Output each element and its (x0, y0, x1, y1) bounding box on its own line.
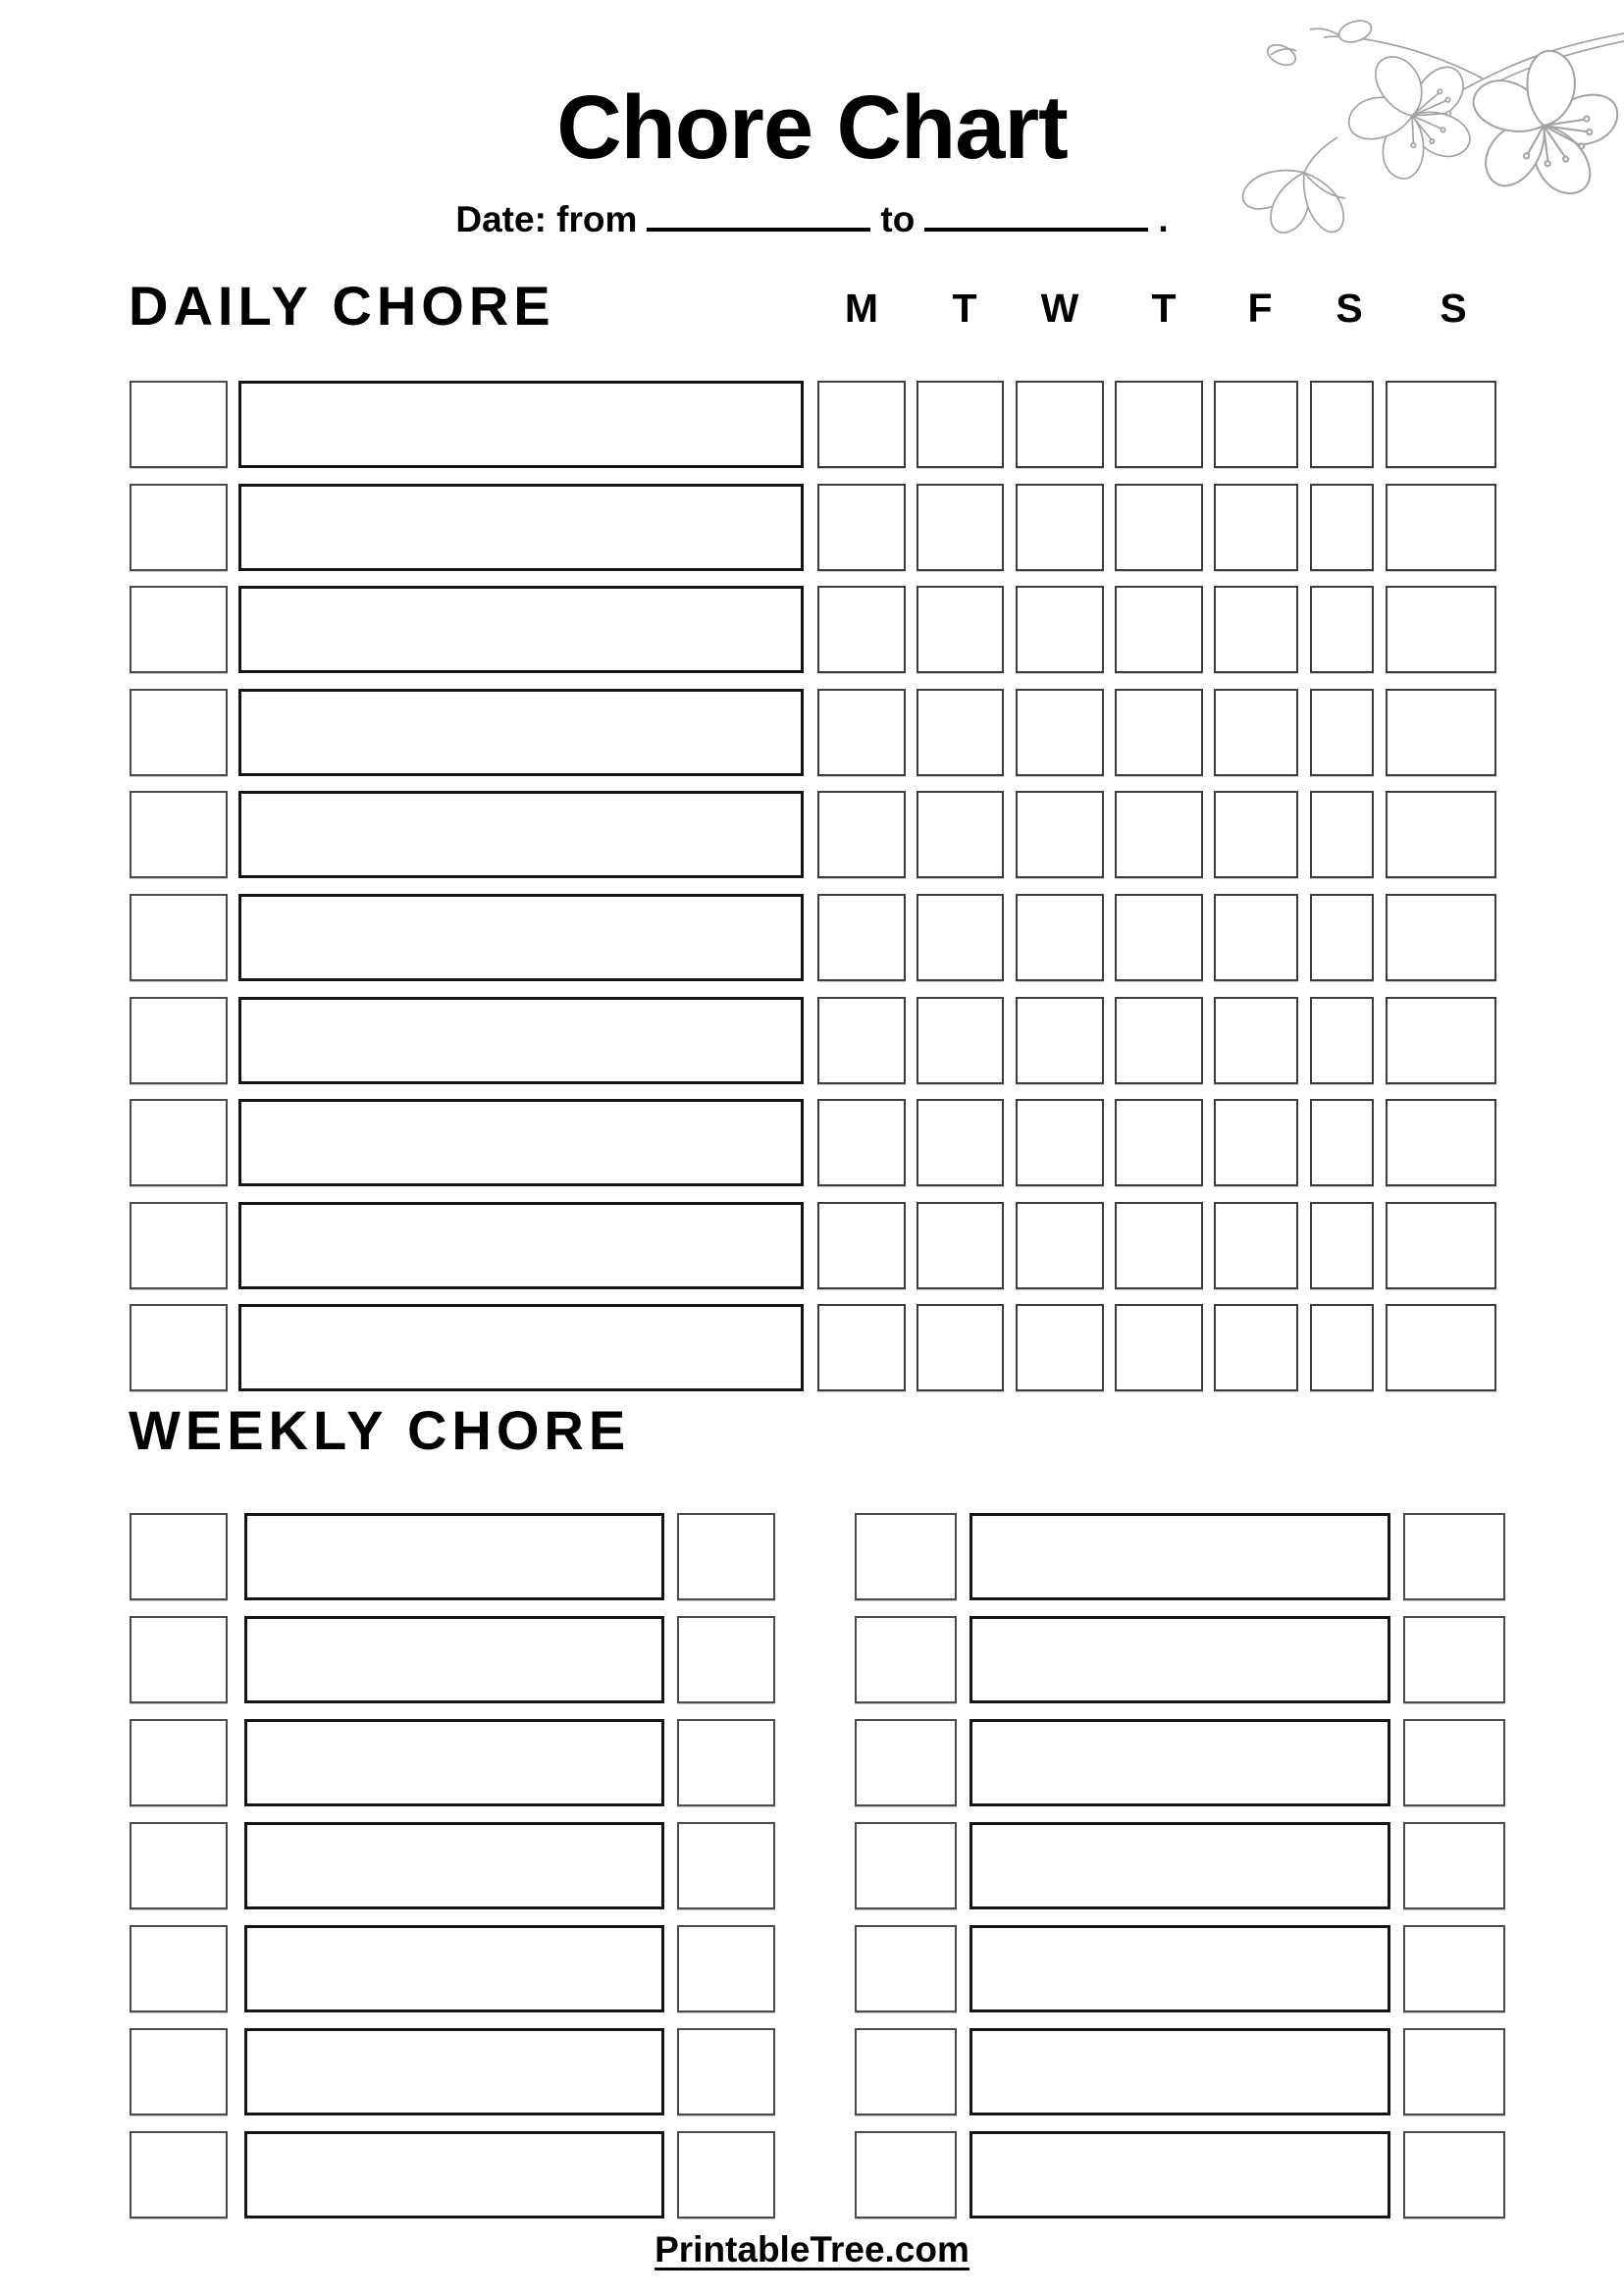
weekly-left-done-checkbox[interactable] (677, 1616, 775, 1703)
day-checkbox-w-2[interactable] (1016, 689, 1104, 776)
weekly-right-done-checkbox[interactable] (1403, 1925, 1505, 2012)
day-checkbox-t-1[interactable] (917, 894, 1004, 981)
daily-chore-heading: DAILY CHORE (129, 275, 555, 337)
day-checkbox-m-0[interactable] (817, 381, 906, 468)
day-checkbox-f-4[interactable] (1214, 1202, 1298, 1289)
weekly-right-chore-input[interactable] (969, 1822, 1390, 1909)
day-checkbox-s-5[interactable] (1310, 997, 1374, 1084)
day-checkbox-s-6[interactable] (1386, 997, 1496, 1084)
day-checkbox-s-6[interactable] (1386, 791, 1496, 878)
weekly-left-done-checkbox[interactable] (677, 1513, 775, 1600)
day-checkbox-s-6[interactable] (1386, 1202, 1496, 1289)
day-checkbox-f-4[interactable] (1214, 997, 1298, 1084)
day-checkbox-m-0[interactable] (817, 791, 906, 878)
daily-chore-input[interactable] (238, 1202, 804, 1289)
day-checkbox-s-5[interactable] (1310, 689, 1374, 776)
day-checkbox-t-1[interactable] (917, 997, 1004, 1084)
day-checkbox-t-3[interactable] (1115, 689, 1203, 776)
weekly-right-done-checkbox[interactable] (1403, 1719, 1505, 1806)
weekly-left-done-checkbox[interactable] (677, 2131, 775, 2218)
day-checkbox-s-6[interactable] (1386, 586, 1496, 673)
day-checkbox-s-5[interactable] (1310, 894, 1374, 981)
day-letter-1: T (952, 286, 977, 331)
day-letter-6: S (1440, 286, 1467, 331)
day-checkbox-m-0[interactable] (817, 1202, 906, 1289)
day-checkbox-t-1[interactable] (917, 1202, 1004, 1289)
daily-chore-input[interactable] (238, 586, 804, 673)
day-checkbox-f-4[interactable] (1214, 689, 1298, 776)
day-checkbox-f-4[interactable] (1214, 586, 1298, 673)
daily-chore-input[interactable] (238, 1304, 804, 1391)
daily-done-checkbox[interactable] (130, 689, 228, 776)
weekly-left-chore-input[interactable] (244, 2131, 664, 2218)
daily-chore-input[interactable] (238, 1099, 804, 1186)
day-checkbox-t-3[interactable] (1115, 484, 1203, 571)
day-checkbox-w-2[interactable] (1016, 894, 1104, 981)
day-checkbox-t-1[interactable] (917, 484, 1004, 571)
day-checkbox-w-2[interactable] (1016, 997, 1104, 1084)
day-checkbox-f-4[interactable] (1214, 894, 1298, 981)
day-checkbox-s-6[interactable] (1386, 689, 1496, 776)
day-letter-5: S (1336, 286, 1363, 331)
weekly-left-chore-input[interactable] (244, 2028, 664, 2115)
day-checkbox-t-1[interactable] (917, 791, 1004, 878)
weekly-right-chore-input[interactable] (969, 2028, 1390, 2115)
daily-done-checkbox[interactable] (130, 484, 228, 571)
day-checkbox-t-1[interactable] (917, 381, 1004, 468)
weekly-right-done-checkbox[interactable] (1403, 2028, 1505, 2115)
date-prefix-label: Date: from (455, 199, 638, 239)
day-checkbox-m-0[interactable] (817, 1304, 906, 1391)
weekly-left-done-checkbox[interactable] (677, 1719, 775, 1806)
weekly-left-chore-input[interactable] (244, 1719, 664, 1806)
weekly-left-chore-input[interactable] (244, 1616, 664, 1703)
day-letter-2: W (1040, 286, 1079, 331)
weekly-right-checkbox[interactable] (855, 1719, 957, 1806)
weekly-right-checkbox[interactable] (855, 2028, 957, 2115)
day-checkbox-s-5[interactable] (1310, 381, 1374, 468)
day-checkbox-f-4[interactable] (1214, 1304, 1298, 1391)
day-checkbox-w-2[interactable] (1016, 381, 1104, 468)
weekly-right-checkbox[interactable] (855, 1925, 957, 2012)
day-checkbox-w-2[interactable] (1016, 586, 1104, 673)
daily-done-checkbox[interactable] (130, 1202, 228, 1289)
weekly-left-chore-input[interactable] (244, 1925, 664, 2012)
day-checkbox-t-3[interactable] (1115, 791, 1203, 878)
date-from-blank[interactable] (647, 222, 870, 232)
weekly-right-checkbox[interactable] (855, 1616, 957, 1703)
day-checkbox-w-2[interactable] (1016, 791, 1104, 878)
day-checkbox-m-0[interactable] (817, 484, 906, 571)
day-checkbox-m-0[interactable] (817, 689, 906, 776)
daily-chore-input[interactable] (238, 484, 804, 571)
day-checkbox-m-0[interactable] (817, 894, 906, 981)
weekly-left-checkbox[interactable] (130, 1616, 228, 1703)
day-checkbox-t-3[interactable] (1115, 1099, 1203, 1186)
weekly-left-checkbox[interactable] (130, 1513, 228, 1600)
weekly-left-checkbox[interactable] (130, 1925, 228, 2012)
daily-done-checkbox[interactable] (130, 1099, 228, 1186)
day-checkbox-s-6[interactable] (1386, 894, 1496, 981)
weekly-right-checkbox[interactable] (855, 2131, 957, 2218)
day-checkbox-s-6[interactable] (1386, 1099, 1496, 1186)
day-checkbox-s-5[interactable] (1310, 1202, 1374, 1289)
day-checkbox-w-2[interactable] (1016, 484, 1104, 571)
footer (0, 2229, 1624, 2270)
day-letter-3: T (1151, 286, 1177, 331)
day-checkbox-f-4[interactable] (1214, 484, 1298, 571)
day-checkbox-t-3[interactable] (1115, 1304, 1203, 1391)
weekly-right-chore-input[interactable] (969, 1925, 1390, 2012)
day-checkbox-w-2[interactable] (1016, 1304, 1104, 1391)
day-checkbox-s-5[interactable] (1310, 1304, 1374, 1391)
weekly-left-chore-input[interactable] (244, 1513, 664, 1600)
weekly-right-checkbox[interactable] (855, 1513, 957, 1600)
weekly-left-checkbox[interactable] (130, 2131, 228, 2218)
day-letter-4: F (1247, 286, 1273, 331)
day-checkbox-t-3[interactable] (1115, 381, 1203, 468)
day-checkbox-s-6[interactable] (1386, 1304, 1496, 1391)
day-checkbox-w-2[interactable] (1016, 1202, 1104, 1289)
day-checkbox-w-2[interactable] (1016, 1099, 1104, 1186)
day-checkbox-m-0[interactable] (817, 586, 906, 673)
day-checkbox-s-5[interactable] (1310, 484, 1374, 571)
printabletree-link[interactable]: PrintableTree.com (655, 2229, 969, 2270)
daily-done-checkbox[interactable] (130, 997, 228, 1084)
date-suffix-label: . (1158, 199, 1169, 239)
day-checkbox-m-0[interactable] (817, 997, 906, 1084)
day-checkbox-s-5[interactable] (1310, 791, 1374, 878)
weekly-right-done-checkbox[interactable] (1403, 1616, 1505, 1703)
weekly-right-done-checkbox[interactable] (1403, 1513, 1505, 1600)
weekly-right-checkbox[interactable] (855, 1822, 957, 1909)
day-checkbox-t-3[interactable] (1115, 894, 1203, 981)
weekly-left-chore-input[interactable] (244, 1822, 664, 1909)
daily-chore-input[interactable] (238, 689, 804, 776)
weekly-right-chore-input[interactable] (969, 1719, 1390, 1806)
daily-done-checkbox[interactable] (130, 381, 228, 468)
weekly-left-done-checkbox[interactable] (677, 1822, 775, 1909)
day-checkbox-f-4[interactable] (1214, 791, 1298, 878)
day-checkbox-f-4[interactable] (1214, 381, 1298, 468)
date-line (0, 199, 1624, 240)
daily-done-checkbox[interactable] (130, 1304, 228, 1391)
weekly-right-done-checkbox[interactable] (1403, 1822, 1505, 1909)
day-checkbox-s-6[interactable] (1386, 484, 1496, 571)
daily-done-checkbox[interactable] (130, 894, 228, 981)
weekly-right-done-checkbox[interactable] (1403, 2131, 1505, 2218)
day-checkbox-t-1[interactable] (917, 1099, 1004, 1186)
day-checkbox-s-5[interactable] (1310, 1099, 1374, 1186)
date-connector-label: to (880, 199, 916, 239)
weekly-left-checkbox[interactable] (130, 1719, 228, 1806)
weekly-left-checkbox[interactable] (130, 1822, 228, 1909)
day-checkbox-f-4[interactable] (1214, 1099, 1298, 1186)
day-checkbox-t-3[interactable] (1115, 997, 1203, 1084)
daily-chore-input[interactable] (238, 381, 804, 468)
date-to-blank[interactable] (924, 222, 1148, 232)
day-letter-0: M (844, 286, 879, 331)
weekly-left-checkbox[interactable] (130, 2028, 228, 2115)
weekly-right-chore-input[interactable] (969, 2131, 1390, 2218)
day-checkbox-t-3[interactable] (1115, 586, 1203, 673)
page-title: Chore Chart (556, 78, 1068, 178)
weekly-right-chore-input[interactable] (969, 1616, 1390, 1703)
day-checkbox-m-0[interactable] (817, 1099, 906, 1186)
day-checkbox-t-1[interactable] (917, 586, 1004, 673)
day-checkbox-s-5[interactable] (1310, 586, 1374, 673)
daily-chore-input[interactable] (238, 997, 804, 1084)
day-checkbox-t-3[interactable] (1115, 1202, 1203, 1289)
day-checkbox-s-6[interactable] (1386, 381, 1496, 468)
weekly-left-done-checkbox[interactable] (677, 2028, 775, 2115)
weekly-left-done-checkbox[interactable] (677, 1925, 775, 2012)
daily-done-checkbox[interactable] (130, 791, 228, 878)
weekly-right-chore-input[interactable] (969, 1513, 1390, 1600)
day-checkbox-t-1[interactable] (917, 689, 1004, 776)
day-checkbox-t-1[interactable] (917, 1304, 1004, 1391)
daily-chore-input[interactable] (238, 894, 804, 981)
weekly-chore-heading: WEEKLY CHORE (129, 1399, 631, 1461)
daily-done-checkbox[interactable] (130, 586, 228, 673)
daily-chore-input[interactable] (238, 791, 804, 878)
